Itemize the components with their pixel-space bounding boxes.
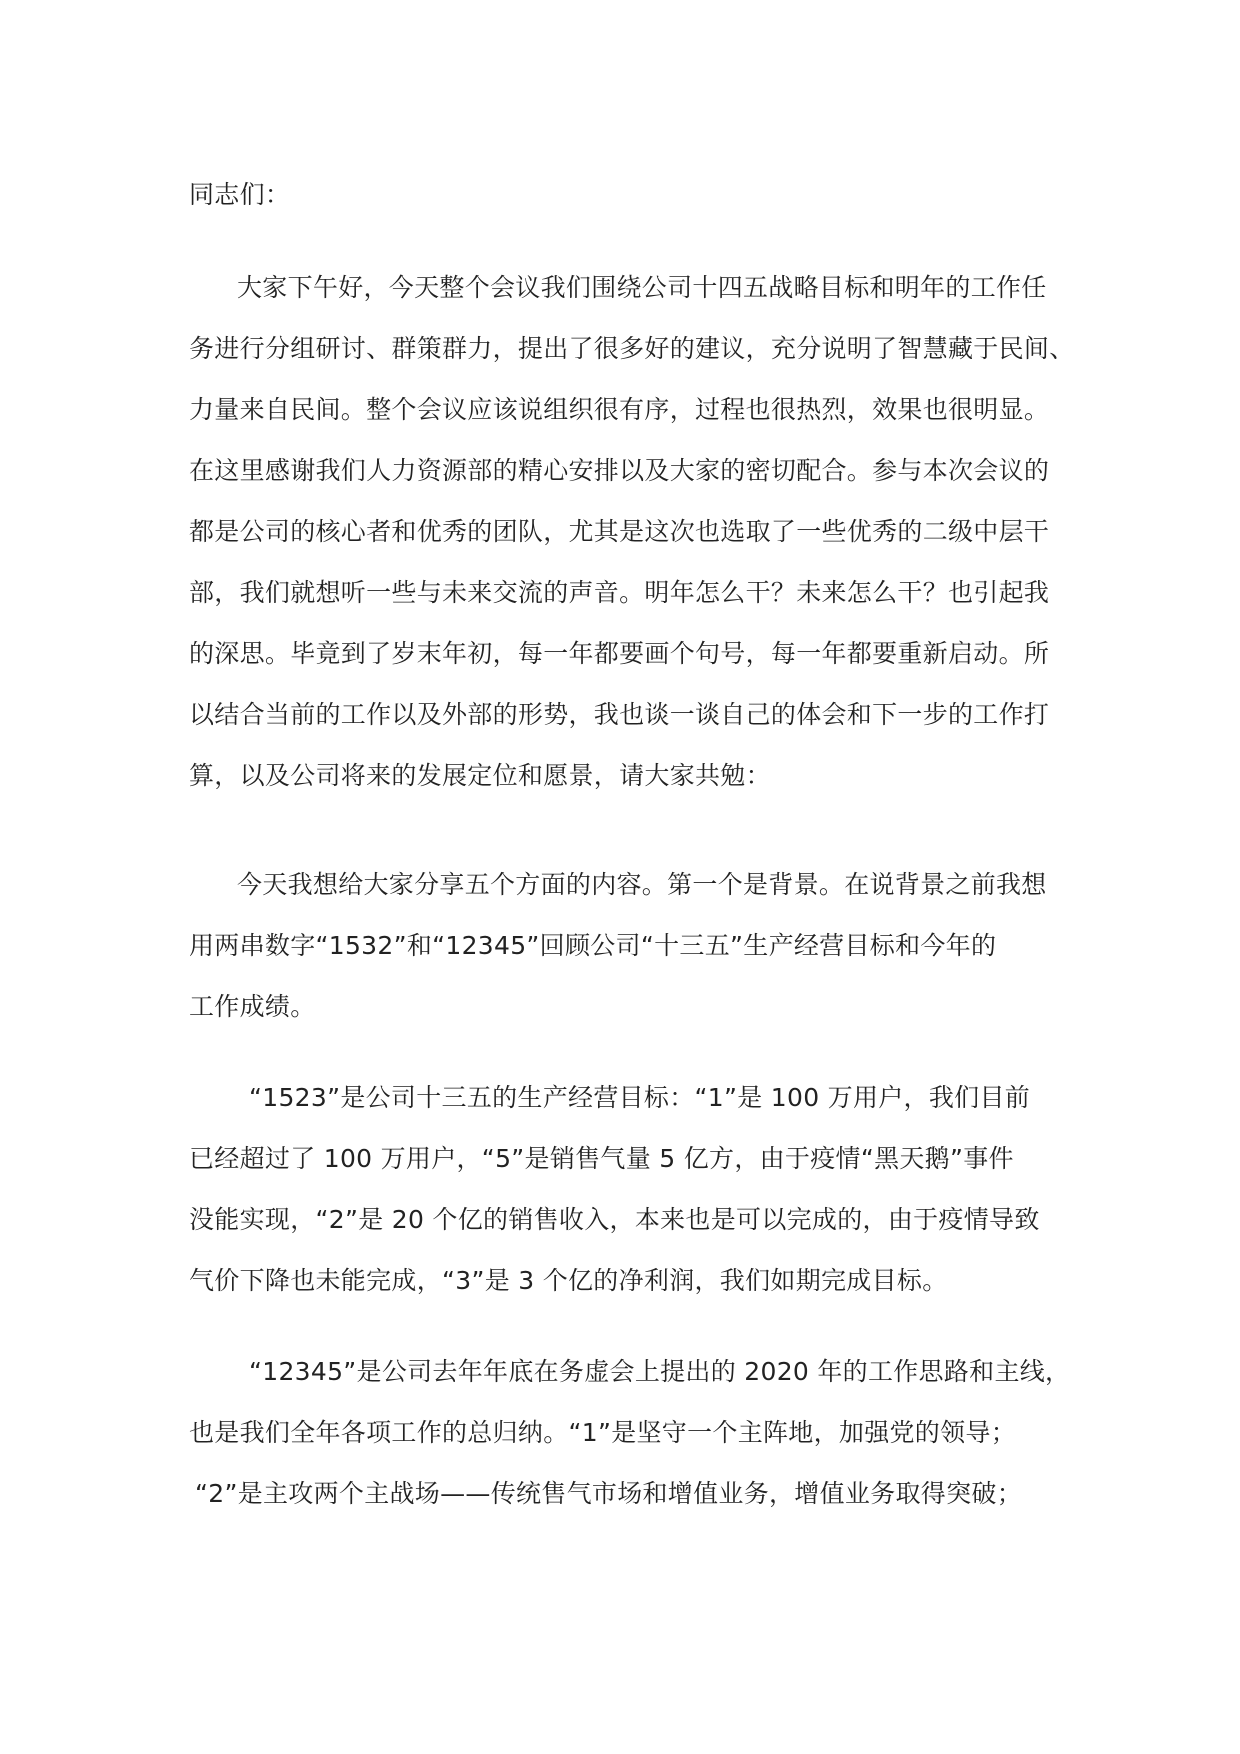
paragraph-3-line-2: 已经超过了 100 万用户，“5”是销售气量 5 亿方，由于疫情“黑天鹅”事件: [189, 1144, 1014, 1173]
paragraph-1-line-8: 以结合当前的工作以及外部的形势，我也谈一谈自己的体会和下一步的工作打: [189, 700, 1050, 729]
paragraph-2-line-3: 工作成绩。: [189, 992, 316, 1021]
paragraph-1-line-7: 的深思。毕竟到了岁末年初，每一年都要画个句号，每一年都要重新启动。所: [189, 639, 1050, 668]
paragraph-2-line-1: 今天我想给大家分享五个方面的内容。第一个是背景。在说背景之前我想: [237, 870, 1047, 899]
paragraph-1-line-3: 力量来自民间。整个会议应该说组织很有序，过程也很热烈，效果也很明显。: [189, 395, 1050, 424]
paragraph-2-line-2: 用两串数字“1532”和“12345”回顾公司“十三五”生产经营目标和今年的: [189, 931, 997, 960]
paragraph-1-line-2: 务进行分组研讨、群策群力，提出了很多好的建议，充分说明了智慧藏于民间、: [189, 334, 1075, 363]
paragraph-4-line-2: 也是我们全年各项工作的总归纳。“1”是坚守一个主阵地，加强党的领导；: [189, 1418, 1017, 1447]
paragraph-1-line-6: 部，我们就想听一些与未来交流的声音。明年怎么干？未来怎么干？也引起我: [189, 578, 1050, 607]
paragraph-4-line-3: “2”是主攻两个主战场——传统售气市场和增值业务，增值业务取得突破；: [195, 1479, 1023, 1508]
paragraph-1-line-5: 都是公司的核心者和优秀的团队，尤其是这次也选取了一些优秀的二级中层干: [189, 517, 1050, 546]
paragraph-3-line-1: “1523”是公司十三五的生产经营目标：“1”是 100 万用户，我们目前: [249, 1083, 1031, 1112]
paragraph-1-line-4: 在这里感谢我们人力资源部的精心安排以及大家的密切配合。参与本次会议的: [189, 456, 1050, 485]
paragraph-1-line-9: 算，以及公司将来的发展定位和愿景，请大家共勉：: [189, 761, 771, 790]
salutation: 同志们：: [189, 180, 291, 209]
paragraph-4-line-1: “12345”是公司去年年底在务虚会上提出的 2020 年的工作思路和主线，: [249, 1357, 1071, 1386]
paragraph-3-line-4: 气价下降也未能完成，“3”是 3 个亿的净利润，我们如期完成目标。: [189, 1266, 948, 1295]
paragraph-1-line-1: 大家下午好，今天整个会议我们围绕公司十四五战略目标和明年的工作任: [237, 273, 1047, 302]
paragraph-3-line-3: 没能实现，“2”是 20 个亿的销售收入，本来也是可以完成的，由于疫情导致: [189, 1205, 1040, 1234]
